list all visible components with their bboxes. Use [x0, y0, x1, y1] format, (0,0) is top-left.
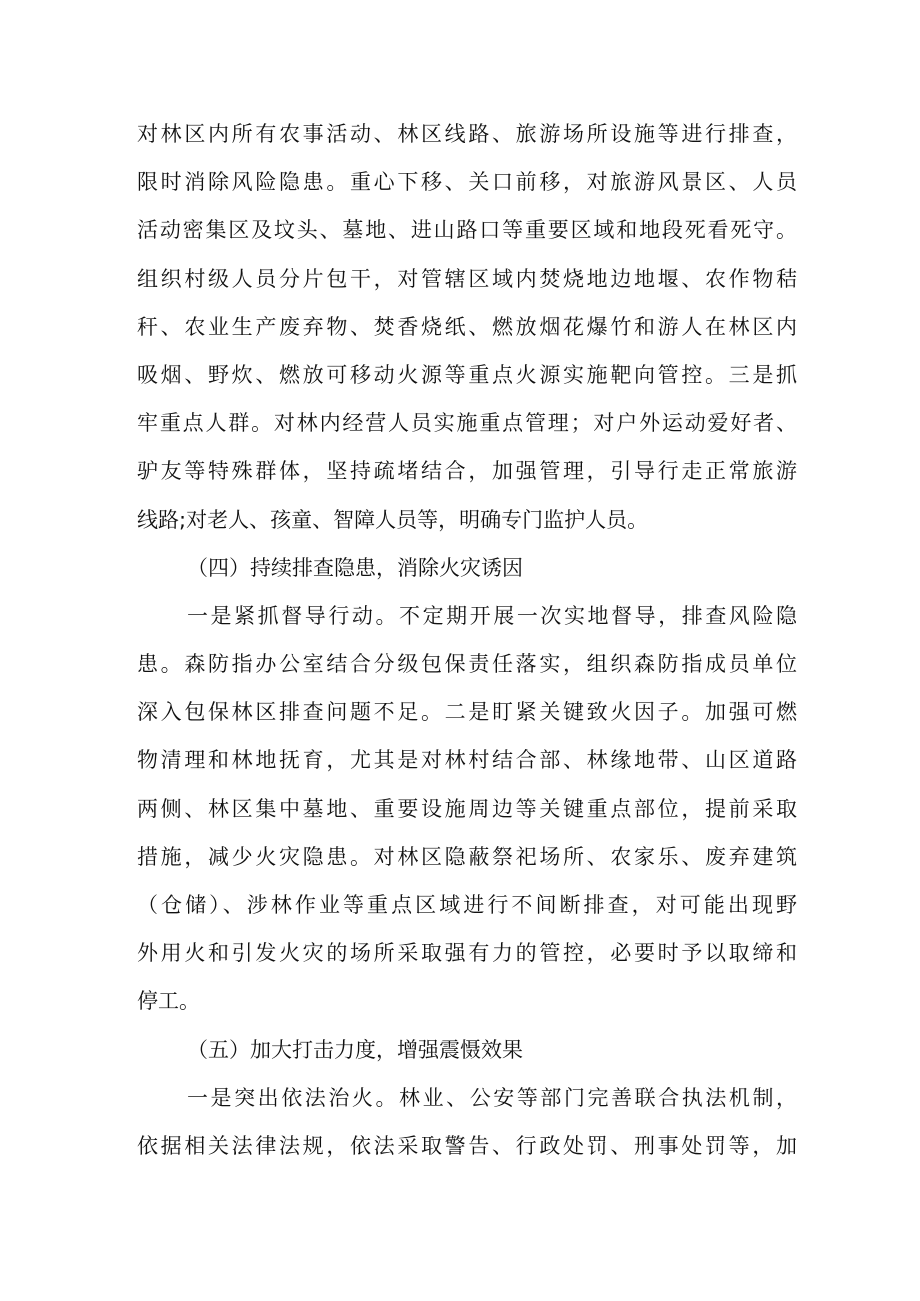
text-line: 线路;对老人、孩童、智障人员等，明确专门监护人员。 [137, 507, 649, 532]
text-line: 活动密集区及坟头、墓地、进山路口等重要区域和地段死看死守。 [137, 218, 797, 243]
text-line: 措施，减少火灾隐患。对林区隐蔽祭祀场所、农家乐、废弃建筑 [137, 844, 797, 869]
text-line: 患。森防指办公室结合分级包保责任落实，组织森防指成员单位 [137, 652, 797, 677]
paragraph-first-line: 一是突出依法治火。林业、公安等部门完善联合执法机制， [187, 1085, 797, 1110]
text-line: （仓储）、涉林作业等重点区域进行不间断排查，对可能出现野 [137, 893, 797, 917]
text-line: 外用火和引发火灾的场所采取强有力的管控，必要时予以取缔和 [137, 941, 797, 966]
text-line: 吸烟、野炊、燃放可移动火源等重点火源实施靶向管控。三是抓 [137, 362, 797, 387]
body-text [137, 110, 797, 1170]
text-line: 组织村级人员分片包干，对管辖区域内焚烧地边地堰、农作物秸 [137, 266, 797, 291]
text-line: 牢重点人群。对林内经营人员实施重点管理；对户外运动爱好者、 [137, 411, 797, 436]
text-line: 物清理和林地抚育，尤其是对林村结合部、林缘地带、山区道路 [137, 748, 797, 773]
text-line: 深入包保林区排查问题不足。二是盯紧关键致火因子。加强可燃 [137, 700, 797, 725]
text-line: 依据相关法律法规，依法采取警告、行政处罚、刑事处罚等，加 [137, 1133, 797, 1158]
text-line: 停工。 [137, 989, 200, 1014]
text-line: 限时消除风险隐患。重心下移、关口前移，对旅游风景区、人员 [137, 170, 797, 195]
text-line: 驴友等特殊群体，坚持疏堵结合，加强管理，引导行走正常旅游 [137, 459, 797, 484]
text-line: 秆、农业生产废弃物、焚香烧纸、燃放烟花爆竹和游人在林区内 [137, 314, 797, 339]
section-heading-5: （五）加大打击力度，增强震慑效果 [187, 1037, 523, 1062]
text-line: 两侧、林区集中墓地、重要设施周边等关键重点部位，提前采取 [137, 796, 797, 821]
text-line: 对林区内所有农事活动、林区线路、旅游场所设施等进行排查， [137, 122, 797, 146]
paragraph-first-line: 一是紧抓督导行动。不定期开展一次实地督导，排查风险隐 [187, 603, 797, 628]
section-heading-4: （四）持续排查隐患，消除火灾诱因 [187, 555, 523, 580]
